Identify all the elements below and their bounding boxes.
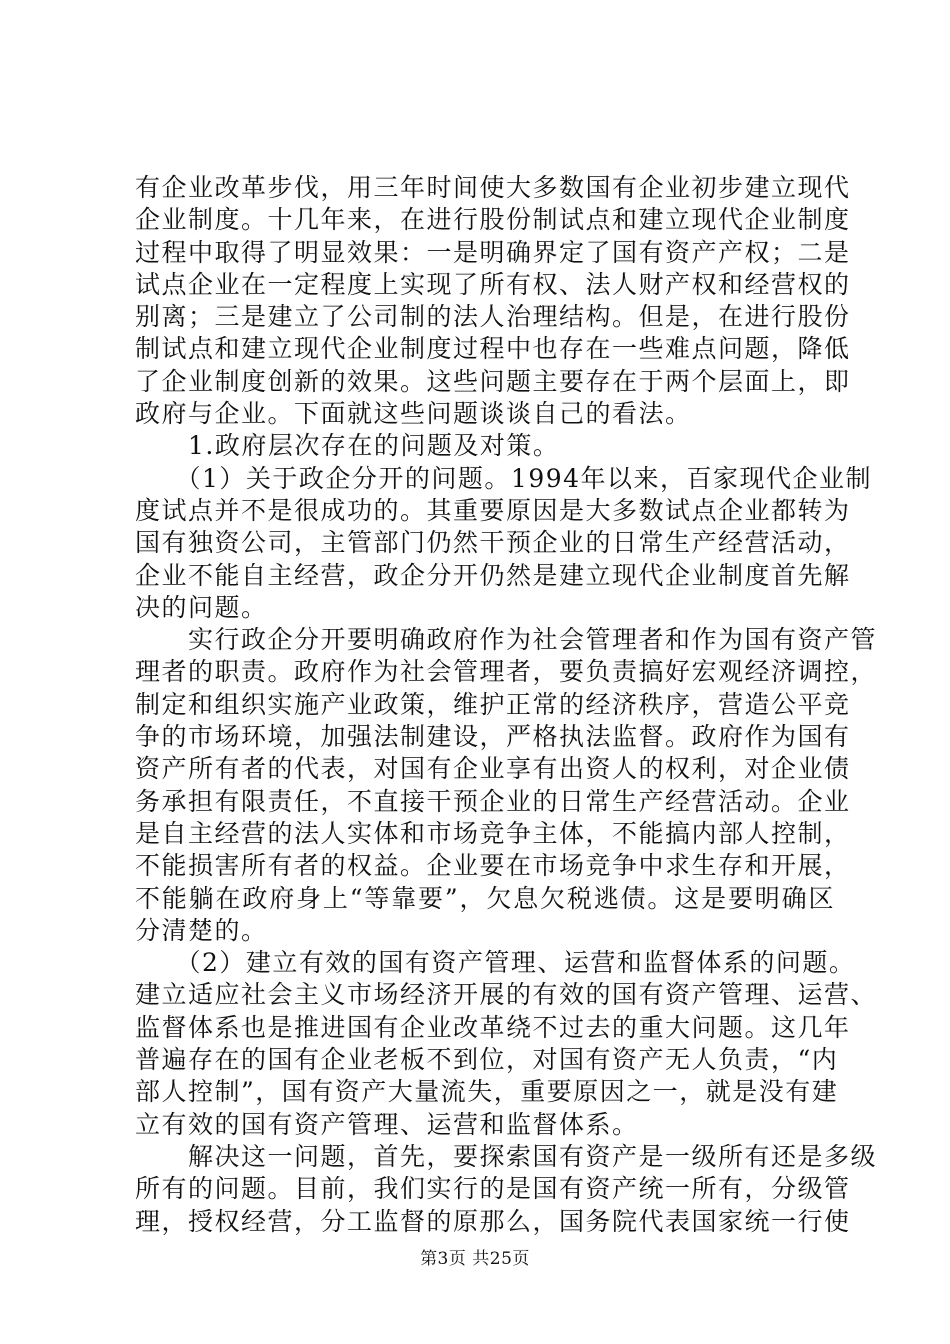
- text-line: 建立适应社会主义市场经济开展的有效的国有资产管理、运营、: [135, 980, 878, 1010]
- text-line: 所有的问题。目前，我们实行的是国有资产统一所有，分级管: [135, 1174, 851, 1204]
- text-line: 制试点和建立现代企业制度过程中也存在一些难点问题，降低: [135, 334, 851, 364]
- text-line: 国有独资公司，主管部门仍然干预企业的日常生产经营活动，: [135, 528, 851, 558]
- body-text: [135, 172, 878, 1238]
- text-line: 务承担有限责任，不直接干预企业的日常生产经营活动。企业: [135, 786, 851, 816]
- text-line: 分清楚的。: [135, 915, 268, 945]
- text-line: 是自主经营的法人实体和市场竞争主体，不能搞内部人控制，: [135, 818, 851, 848]
- text-line: 部人控制”，国有资产大量流失，重要原因之一，就是没有建: [135, 1077, 839, 1107]
- text-line: 不能损害所有者的权益。企业要在市场竞争中求生存和开展，: [135, 851, 851, 881]
- text-line: 了企业制度创新的效果。这些问题主要存在于两个层面上，即: [135, 366, 851, 396]
- text-line: 实行政企分开要明确政府作为社会管理者和作为国有资产管: [135, 625, 878, 655]
- text-line: 理者的职责。政府作为社会管理者，要负责搞好宏观经济调控，: [135, 657, 878, 687]
- text-line: 不能躺在政府身上“等靠要”，欠息欠税逃债。这是要明确区: [135, 883, 835, 913]
- text-line: 企业制度。十几年来，在进行股份制试点和建立现代企业制度: [135, 205, 851, 235]
- text-line: 理，授权经营，分工监督的原那么，国务院代表国家统一行使: [135, 1206, 851, 1236]
- text-line: （2）建立有效的国有资产管理、运营和监督体系的问题。: [135, 948, 856, 978]
- text-line: 普遍存在的国有企业老板不到位，对国有资产无人负责，“内: [135, 1045, 839, 1075]
- text-line: 有企业改革步伐，用三年时间使大多数国有企业初步建立现代: [135, 173, 851, 202]
- text-line: 过程中取得了明显效果：一是明确界定了国有资产产权；二是: [135, 237, 851, 267]
- text-line: 政府与企业。下面就这些问题谈谈自己的看法。: [135, 399, 692, 429]
- text-line: 争的市场环境，加强法制建设，严格执法监督。政府作为国有: [135, 722, 851, 752]
- text-line: 别离；三是建立了公司制的法人治理结构。但是，在进行股份: [135, 302, 851, 332]
- text-line: 1.政府层次存在的问题及对策。: [135, 431, 560, 461]
- text-line: 制定和组织实施产业政策，维护正常的经济秩序，营造公平竞: [135, 689, 851, 719]
- text-line: 资产所有者的代表，对国有企业享有出资人的权利，对企业债: [135, 754, 851, 784]
- text-line: 度试点并不是很成功的。其重要原因是大多数试点企业都转为: [135, 495, 851, 525]
- text-line: （1）关于政企分开的问题。1994年以来，百家现代企业制: [135, 463, 873, 493]
- text-line: 解决这一问题，首先，要探索国有资产是一级所有还是多级: [135, 1141, 878, 1171]
- text-line: 试点企业在一定程度上实现了所有权、法人财产权和经营权的: [135, 269, 851, 299]
- page-footer: 第3页 共25页: [420, 1249, 530, 1269]
- text-line: 企业不能自主经营，政企分开仍然是建立现代企业制度首先解: [135, 560, 851, 590]
- text-line: 监督体系也是推进国有企业改革绕不过去的重大问题。这几年: [135, 1012, 851, 1042]
- text-line: 决的问题。: [135, 592, 268, 622]
- text-line: 立有效的国有资产管理、运营和监督体系。: [135, 1109, 639, 1139]
